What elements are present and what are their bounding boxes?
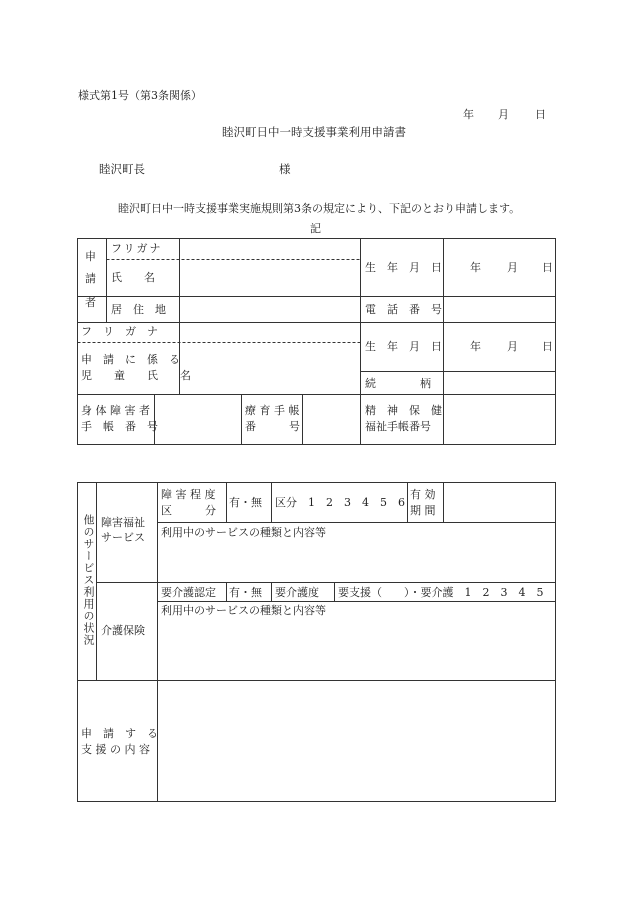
child-furigana-label: フ リ ガ ナ (81, 325, 158, 338)
page-title: 睦沢町日中一時支援事業利用申請書 (222, 125, 406, 139)
care-service-content: 利用中のサービスの種類と内容等 (161, 604, 326, 617)
applicant-birth-year: 年 (470, 261, 481, 274)
rehab-handbook-line1: 療 育 手 帳 (245, 404, 300, 417)
child-relation-field[interactable] (445, 373, 554, 393)
physical-handbook-line2: 手 帳 番 号 (81, 420, 158, 433)
applicant-furigana-field[interactable] (181, 240, 359, 258)
form-number: 様式第1号（第3条関係） (78, 89, 202, 102)
ki-mark: 記 (310, 222, 321, 235)
request-label-line2: 支 援 の 内 容 (81, 743, 150, 756)
valid-period-line1: 有 効 (410, 488, 436, 501)
child-furigana-field[interactable] (181, 324, 359, 341)
disability-level-line1: 障 害 程 度 (161, 488, 216, 501)
addressee: 睦沢町長 (99, 162, 145, 176)
child-label-line1: 申 請 に 係 る (81, 353, 180, 366)
welfare-label-line1: 障害福祉 (101, 516, 145, 529)
request-label-line1: 申 請 す る (81, 727, 158, 740)
child-birth-day: 日 (542, 340, 553, 353)
child-birth-year: 年 (470, 340, 481, 353)
welfare-label-line2: サービス (101, 531, 145, 544)
applicant-birth-month: 月 (507, 261, 518, 274)
care-cert-label: 要介護認定 (161, 586, 216, 599)
date-year: 年 (463, 108, 474, 121)
care-yes-no: 有・無 (229, 586, 262, 599)
applicant-side-label-1: 申 (85, 250, 96, 263)
intro-text: 睦沢町日中一時支援事業実施規則第3条の規定により、下記のとおり申請します。 (118, 202, 521, 215)
mental-handbook-line1: 精 神 保 健 (365, 404, 442, 417)
applicant-side-label-3: 者 (85, 296, 96, 309)
rehab-handbook-line2: 番 号 (245, 420, 300, 433)
care-level-label: 要介護度 (275, 586, 319, 599)
date-month: 月 (498, 108, 509, 121)
mental-handbook-field[interactable] (445, 396, 554, 443)
child-birth-month: 月 (507, 340, 518, 353)
applicant-birth-day: 日 (542, 261, 553, 274)
applicant-side-label-2: 請 (85, 272, 96, 285)
date-day: 日 (535, 108, 546, 121)
disability-level-line2: 区 分 (161, 504, 216, 517)
applicant-name-field[interactable] (181, 261, 359, 295)
rehab-handbook-field[interactable] (304, 396, 359, 443)
applicant-phone-field[interactable] (445, 298, 554, 321)
applicant-address-field[interactable] (181, 298, 359, 321)
services-side-label: 他のサービス利用の状況 (82, 514, 95, 646)
child-name-field[interactable] (181, 344, 359, 393)
kubun-options: 区分 1 2 3 4 5 6 (275, 496, 405, 509)
applicant-name-label: 氏 名 (111, 271, 155, 284)
mental-handbook-line2: 福祉手帳番号 (365, 420, 431, 433)
applicant-furigana-label: フリガナ (111, 242, 163, 255)
valid-period-field[interactable] (445, 484, 554, 521)
valid-period-line2: 期 間 (410, 504, 436, 517)
care-insurance-label: 介護保険 (101, 624, 145, 637)
child-birth-label: 生 年 月 日 (365, 340, 442, 353)
physical-handbook-field[interactable] (156, 396, 240, 443)
applicant-address-label: 居 住 地 (111, 303, 166, 316)
welfare-yes-no: 有・無 (229, 496, 262, 509)
applicant-phone-label: 電 話 番 号 (365, 303, 442, 316)
request-content-field[interactable] (159, 682, 554, 800)
child-relation-label: 続 柄 (365, 377, 431, 390)
welfare-service-content: 利用中のサービスの種類と内容等 (161, 526, 326, 539)
child-label-line2: 児 童 氏 名 (81, 369, 191, 382)
honorific: 様 (279, 162, 291, 176)
applicant-birth-label: 生 年 月 日 (365, 261, 442, 274)
physical-handbook-line1: 身 体 障 害 者 (81, 404, 150, 417)
care-level-value: 要支援（ ）・要介護 1 2 3 4 5 (338, 586, 544, 599)
